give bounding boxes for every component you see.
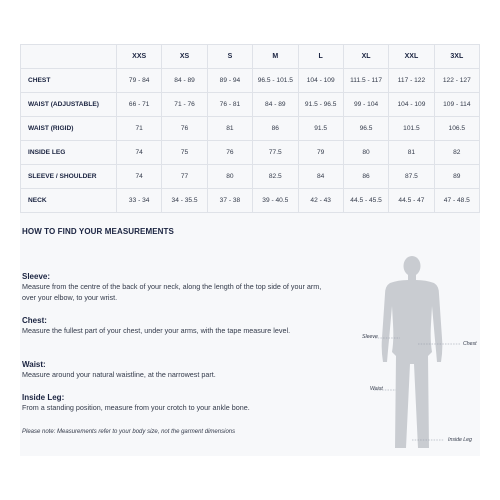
- table-cell: 39 - 40.5: [253, 189, 298, 213]
- table-cell: 96.5: [343, 117, 388, 141]
- table-cell: 91.5 - 96.5: [298, 93, 343, 117]
- table-cell: 42 - 43: [298, 189, 343, 213]
- table-cell: 74: [117, 165, 162, 189]
- table-cell: 84: [298, 165, 343, 189]
- table-row: [21, 117, 480, 141]
- table-cell: 101.5: [389, 117, 434, 141]
- instruction-text: Measure the fullest part of your chest, under your arms, with the tape measure level.: [22, 326, 291, 335]
- instruction-text: Measure from the centre of the back of your neck, along the length of the top side of your arm, over your elbow, to your wrist.: [22, 282, 322, 302]
- table-cell: 80: [343, 141, 388, 165]
- instruction-text: Measure around your natural waistline, at the narrowest part.: [22, 370, 216, 379]
- table-cell: 86: [253, 117, 298, 141]
- table-cell: 117 - 122: [389, 69, 434, 93]
- table-cell: 109 - 114: [434, 93, 479, 117]
- table-cell: 84 - 89: [253, 93, 298, 117]
- table-row: [21, 189, 480, 213]
- row-label: CHEST: [21, 69, 117, 93]
- instruction-heading: Sleeve:: [22, 272, 51, 281]
- size-header: L: [298, 45, 343, 69]
- sleeve-instruction: [22, 272, 322, 303]
- instruction-heading: Inside Leg:: [22, 393, 65, 402]
- table-cell: 81: [207, 117, 252, 141]
- table-cell: 91.5: [298, 117, 343, 141]
- size-chart-table: [20, 44, 480, 213]
- table-cell: 34 - 35.5: [162, 189, 207, 213]
- table-cell: 37 - 38: [207, 189, 252, 213]
- table-row: [21, 141, 480, 165]
- size-header: 3XL: [434, 45, 479, 69]
- sleeve-label: Sleeve: [362, 334, 378, 340]
- table-cell: 81: [389, 141, 434, 165]
- size-header: XS: [162, 45, 207, 69]
- table-cell: 89: [434, 165, 479, 189]
- size-header: M: [253, 45, 298, 69]
- size-header: XXS: [117, 45, 162, 69]
- table-row: [21, 93, 480, 117]
- table-cell: 104 - 109: [298, 69, 343, 93]
- table-cell: 79 - 84: [117, 69, 162, 93]
- table-cell: 66 - 71: [117, 93, 162, 117]
- size-guide-panel: [20, 44, 480, 456]
- waist-instruction: [22, 360, 322, 381]
- size-header: S: [207, 45, 252, 69]
- disclaimer-note: Please note: Measurements refer to your body size, not the garment dimensions: [22, 429, 236, 435]
- table-header-row: [21, 45, 480, 69]
- table-cell: 74: [117, 141, 162, 165]
- table-cell: 76: [207, 141, 252, 165]
- table-cell: 79: [298, 141, 343, 165]
- row-label: INSIDE LEG: [21, 141, 117, 165]
- row-label: SLEEVE / SHOULDER: [21, 165, 117, 189]
- table-cell: 33 - 34: [117, 189, 162, 213]
- table-cell: 99 - 104: [343, 93, 388, 117]
- table-cell: 77: [162, 165, 207, 189]
- chest-label: Chest: [463, 341, 477, 347]
- table-cell: 75: [162, 141, 207, 165]
- body-measurement-figure: [338, 252, 478, 452]
- row-label: WAIST (ADJUSTABLE): [21, 93, 117, 117]
- table-cell: 82.5: [253, 165, 298, 189]
- table-cell: 76: [162, 117, 207, 141]
- inside-leg-instruction: [22, 393, 322, 414]
- table-cell: 106.5: [434, 117, 479, 141]
- instruction-text: From a standing position, measure from your crotch to your ankle bone.: [22, 403, 250, 412]
- instruction-heading: Chest:: [22, 316, 47, 325]
- size-header: XL: [343, 45, 388, 69]
- table-cell: 86: [343, 165, 388, 189]
- table-cell: 44.5 - 45.5: [343, 189, 388, 213]
- size-header: XXL: [389, 45, 434, 69]
- table-cell: 71 - 76: [162, 93, 207, 117]
- table-cell: 104 - 109: [389, 93, 434, 117]
- chest-instruction: [22, 316, 322, 337]
- table-cell: 77.5: [253, 141, 298, 165]
- table-cell: 87.5: [389, 165, 434, 189]
- table-cell: 111.5 - 117: [343, 69, 388, 93]
- table-row: [21, 165, 480, 189]
- body-silhouette-icon: [338, 252, 478, 452]
- section-title: HOW TO FIND YOUR MEASUREMENTS: [22, 227, 174, 236]
- table-cell: 82: [434, 141, 479, 165]
- table-cell: 96.5 - 101.5: [253, 69, 298, 93]
- table-cell: 71: [117, 117, 162, 141]
- table-cell: 47 - 48.5: [434, 189, 479, 213]
- row-label: WAIST (RIGID): [21, 117, 117, 141]
- table-row: [21, 69, 480, 93]
- table-cell: 89 - 94: [207, 69, 252, 93]
- table-cell: 84 - 89: [162, 69, 207, 93]
- table-cell: 80: [207, 165, 252, 189]
- table-cell: 122 - 127: [434, 69, 479, 93]
- inside-leg-label: Inside Leg: [448, 437, 472, 443]
- instruction-heading: Waist:: [22, 360, 46, 369]
- table-cell: 44.5 - 47: [389, 189, 434, 213]
- waist-label: Waist: [370, 386, 383, 392]
- table-corner-cell: [21, 45, 117, 69]
- table-cell: 76 - 81: [207, 93, 252, 117]
- row-label: NECK: [21, 189, 117, 213]
